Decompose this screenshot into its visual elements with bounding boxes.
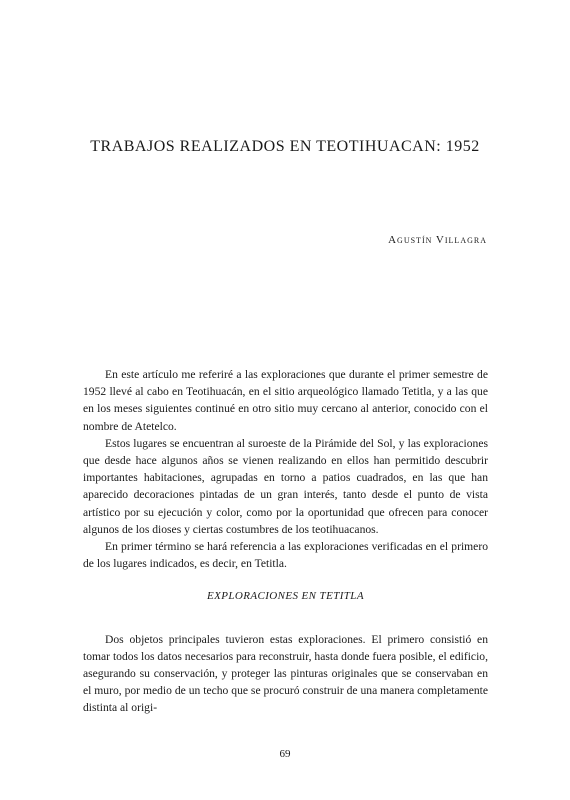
section-paragraph: Dos objetos principales tuvieron estas exploraciones. El primero consistió en tomar todos los datos necesarios para reconstruir, hasta donde fuera posible, el edificio, asegurando su conservación, y proteger las pinturas originales que se conservaban en el muro, por medio de un techo que se procuró construir de una manera completamente distinta al origi- xyxy=(83,632,488,715)
page-number: 69 xyxy=(279,748,291,760)
article-body xyxy=(83,366,488,717)
paragraph-2: Estos lugares se encuentran al suroeste de la Pirámide del Sol, y las exploraciones que desde hace algunos años se vienen realizando en ellos han permitido descubrir importantes habitaciones, agrupadas en torno a patios cuadrados, en las que han aparecido decoraciones pintadas de un gran interés, tanto desde el punto de vista artístico por su ejecución y color, como por la oportunidad que ofrecen para conocer algunos de los dioses y ciertas costumbres de los teotihuacanos. xyxy=(83,436,488,536)
article-title: TRABAJOS REALIZADOS EN TEOTIHUACAN: 1952 xyxy=(90,138,480,155)
author-name: Agustín Villagra xyxy=(388,234,487,246)
section-heading: EXPLORACIONES EN TETITLA xyxy=(207,590,364,603)
paragraph-1: En este artículo me referiré a las exploraciones que durante el primer semestre de 1952 llevé al cabo en Teotihuacán, en el sitio arqueológico llamado Tetitla, y a las que en los meses siguientes continué en otro sitio muy cercano al anterior, conocido con el nombre de Atetelco. xyxy=(83,368,488,433)
paragraph-3: En primer término se hará referencia a las exploraciones verificadas en el primero de los lugares indicados, es decir, en Tetitla. xyxy=(83,540,488,571)
